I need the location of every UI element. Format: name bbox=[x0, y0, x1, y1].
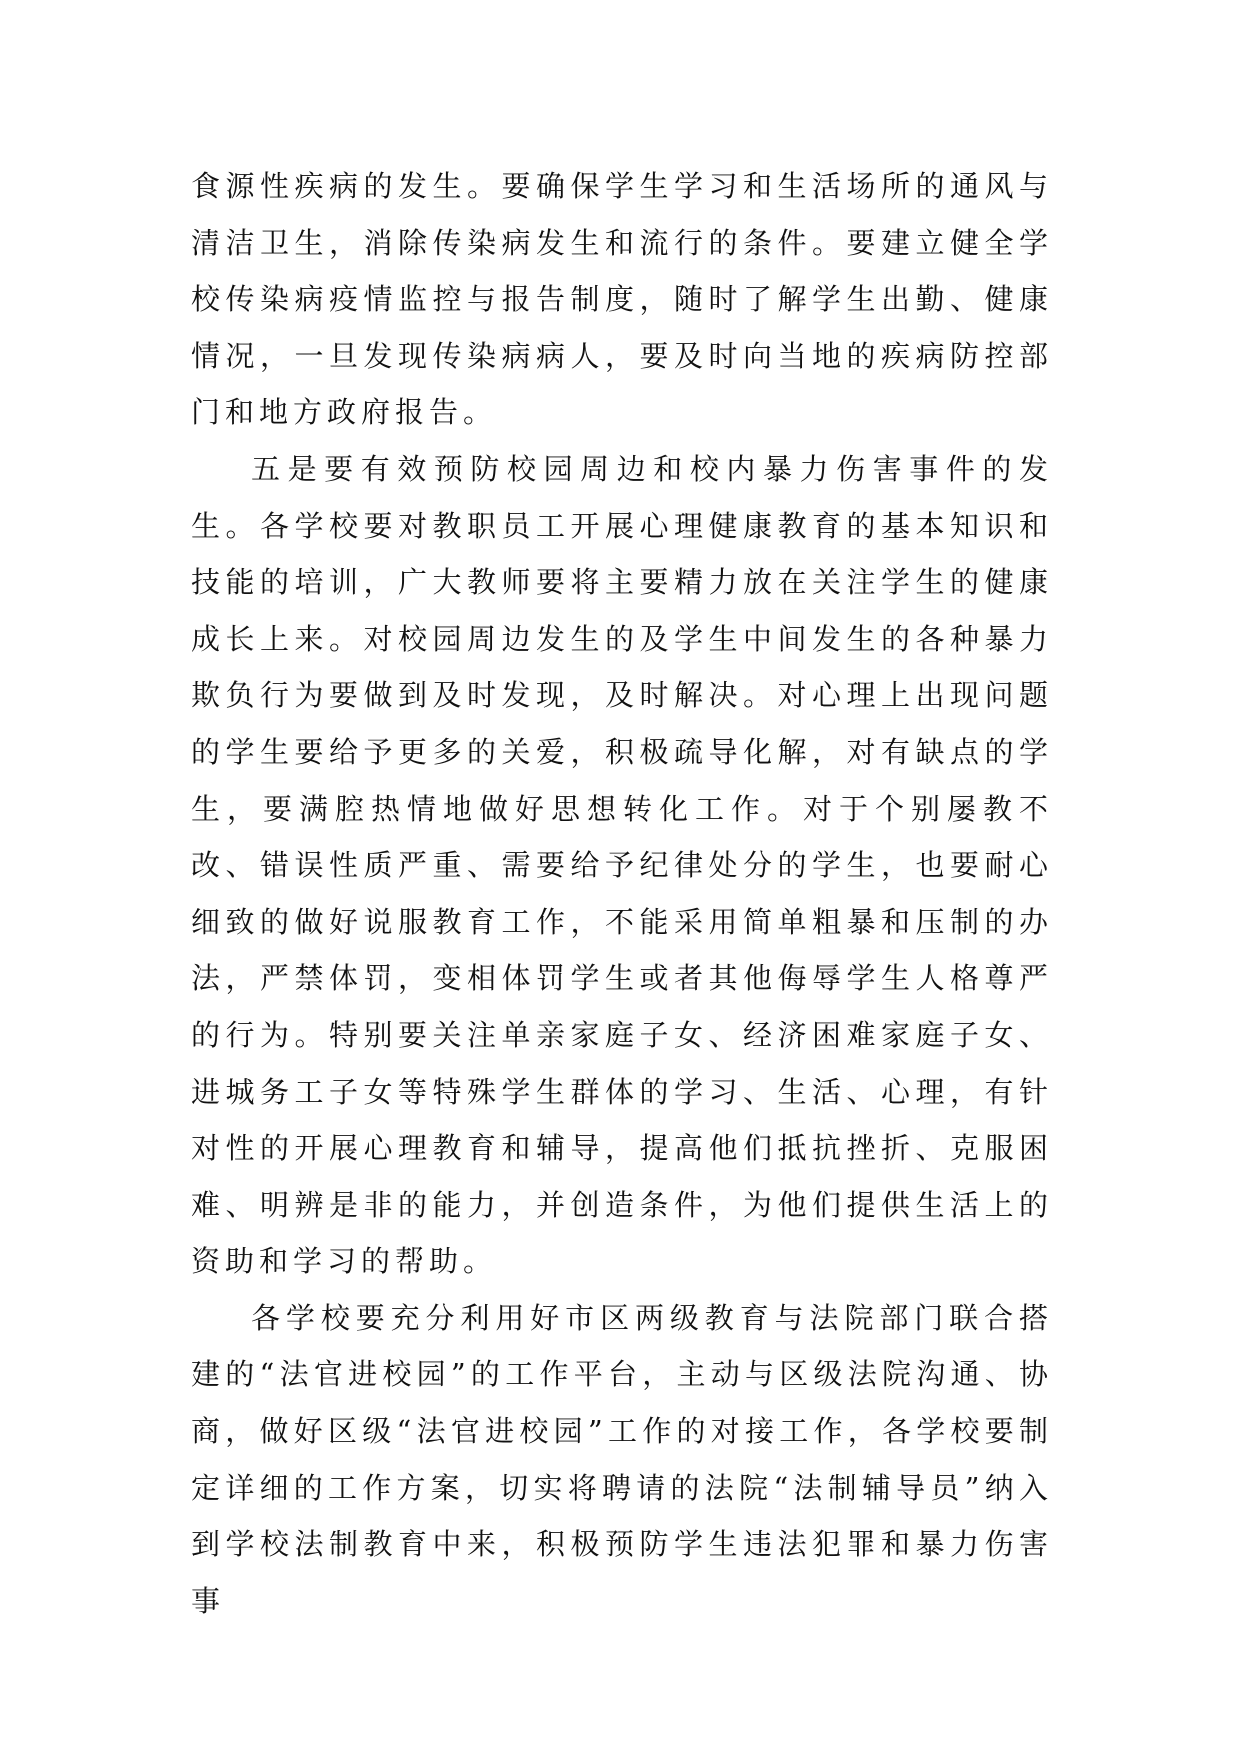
paragraph-1: 食源性疾病的发生。要确保学生学习和生活场所的通风与清洁卫生，消除传染病发生和流行的条件。要建立健全学校传染病疫情监控与报告制度，随时了解学生出勤、健康情况，一旦发现传染病病人，要及时向当地的疾病防控部门和地方政府报告。 bbox=[191, 169, 1053, 430]
paragraph-2: 五是要有效预防校园周边和校内暴力伤害事件的发生。各学校要对教职员工开展心理健康教育的基本知识和技能的培训，广大教师要将主要精力放在关注学生的健康成长上来。对校园周边发生的及学生中间发生的各种暴力欺负行为要做到及时发现，及时解决。对心理上出现问题的学生要给予更多的关爱，积极疏导化解，对有缺点的学生，要满腔热情地做好思想转化工作。对于个别屡教不改、错误性质严重、需要给予纪律处分的学生，也要耐心细致的做好说服教育工作，不能采用简单粗暴和压制的办法，严禁体罚，变相体罚学生或者其他侮辱学生人格尊严的行为。特别要关注单亲家庭子女、经济困难家庭子女、进城务工子女等特殊学生群体的学习、生活、心理，有针对性的开展心理教育和辅导，提高他们抵抗挫折、克服困难、明辨是非的能力，并创造条件，为他们提供生活上的资助和学习的帮助。 bbox=[191, 451, 1053, 1279]
body-text bbox=[191, 158, 1053, 1629]
paragraph-3: 各学校要充分利用好市区两级教育与法院部门联合搭建的“法官进校园”的工作平台，主动与区级法院沟通、协商，做好区级“法官进校园”工作的对接工作，各学校要制定详细的工作方案，切实将聘请的法院“法制辅导员”纳入到学校法制教育中来，积极预防学生违法犯罪和暴力伤害事 bbox=[191, 1300, 1053, 1618]
